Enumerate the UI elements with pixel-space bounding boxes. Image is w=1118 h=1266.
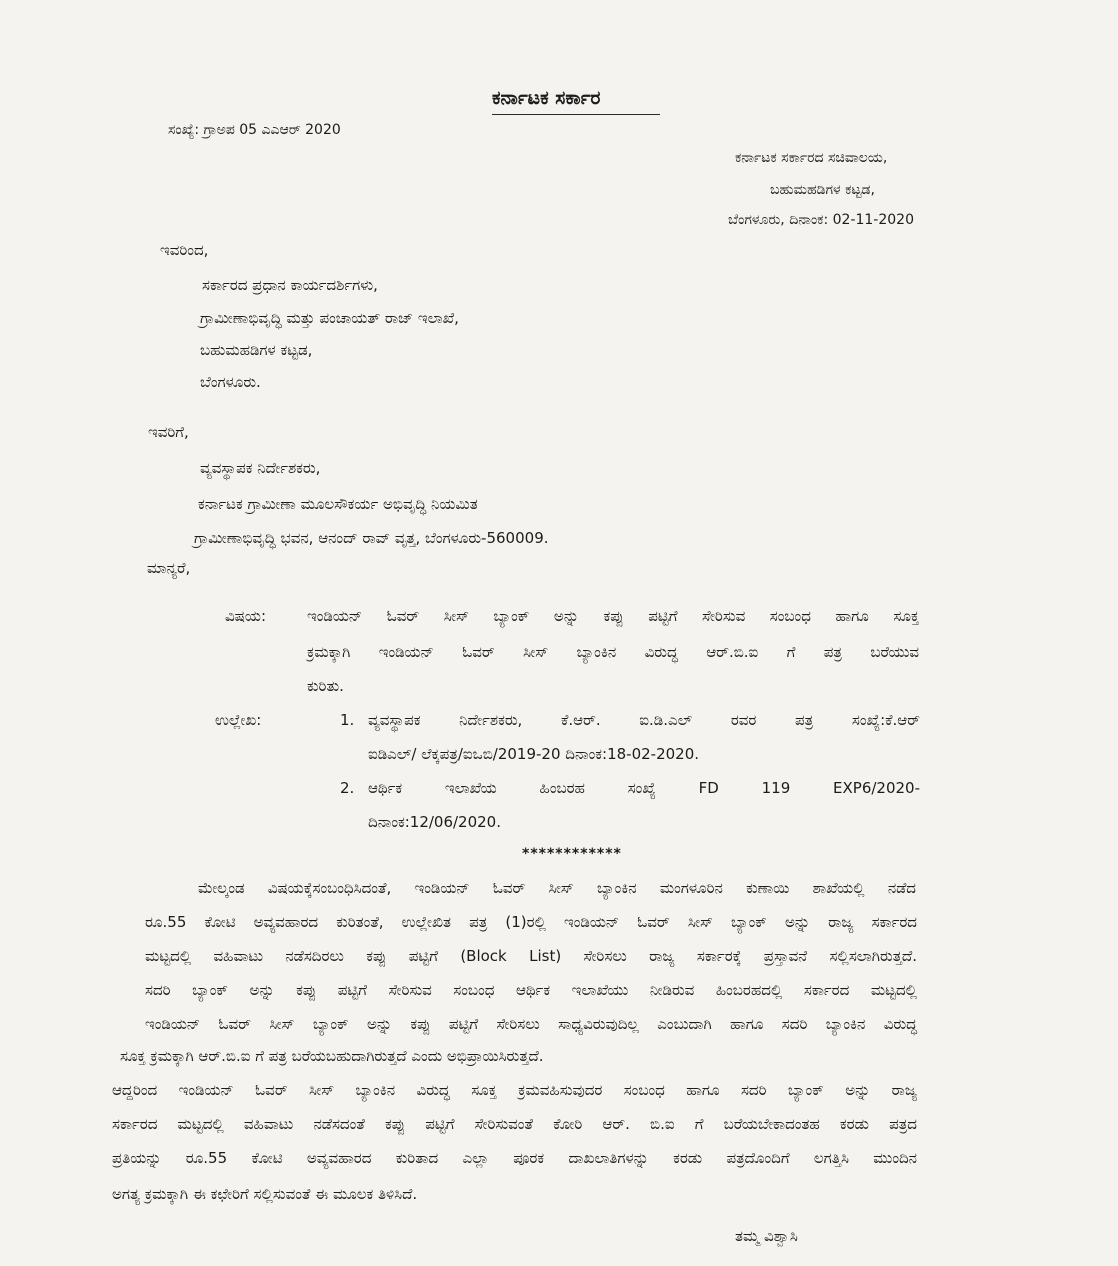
letter-heading: ಕರ್ನಾಟಕ ಸರ್ಕಾರ xyxy=(492,87,601,109)
body-line: ಪ್ರತಿಯನ್ನು ರೂ.55 ಕೋಟಿ ಅವ್ಯವಹಾರದ ಕುರಿತಾದ ಎಲ್ಲಾ ಪೂರಕ ದಾಖಲಾತಿಗಳನ್ನು ಕರಡು ಪತ್ರದೊಂದಿಗೆ ಲಗತ್ತಿಸಿ ಮುಂದಿನ xyxy=(112,1149,917,1167)
body-line: ಅಗತ್ಯ ಕ್ರಮಕ್ಕಾಗಿ ಈ ಕಛೇರಿಗೆ ಸಲ್ಲಿಸುವಂತೆ ಈ ಮೂಲಕ ತಿಳಿಸಿದೆ. xyxy=(112,1185,418,1203)
separator: ************ xyxy=(522,846,622,862)
closing: ತಮ್ಮ ವಿಶ್ವಾಸಿ xyxy=(735,1227,798,1245)
subject-line: ಇಂಡಿಯನ್ ಓವರ್ ಸೀಸ್ ಬ್ಯಾಂಕ್ ಅನ್ನು ಕಪ್ಪು ಪಟ್ಟಿಗೆ ಸೇರಿಸುವ ಸಂಬಂಧ ಹಾಗೂ ಸೂಕ್ತ xyxy=(307,607,919,625)
heading-underline xyxy=(492,114,660,115)
office-line-1: ಕರ್ನಾಟಕ ಸರ್ಕಾರದ ಸಚಿವಾಲಯ, xyxy=(735,150,888,166)
body-line: ಮಟ್ಟದಲ್ಲಿ ವಹಿವಾಟು ನಡೆಸದಿರಲು ಕಪ್ಪು ಪಟ್ಟಿಗೆ (Block List) ಸೇರಿಸಲು ರಾಜ್ಯ ಸರ್ಕಾರಕ್ಕೆ ಪ್ರಸ್ತಾವನೆ ಸಲ್ಲಿಸಲಾಗಿರುತ್ತದೆ. xyxy=(145,947,917,965)
subject-line: ಕ್ರಮಕ್ಕಾಗಿ ಇಂಡಿಯನ್ ಓವರ್ ಸೀಸ್ ಬ್ಯಾಂಕಿನ ವಿರುದ್ಧ ಆರ್.ಬಿ.ಐ ಗೆ ಪತ್ರ ಬರೆಯುವ xyxy=(307,643,919,661)
reference-number: 1. xyxy=(340,711,355,729)
to-line: ಕರ್ನಾಟಕ ಗ್ರಾಮೀಣಾ ಮೂಲಸೌಕರ್ಯ ಅಭಿವೃದ್ಧಿ ನಿಯಮಿತ xyxy=(198,495,478,513)
reference-number: 2. xyxy=(340,779,355,797)
body-line: ಮೇಲ್ಕಂಡ ವಿಷಯಕ್ಕೆಸಂಬಂಧಿಸಿದಂತೆ, ಇಂಡಿಯನ್ ಓವರ್ ಸೀಸ್ ಬ್ಯಾಂಕಿನ ಮಂಗಳೂರಿನ ಕುಣಾಯಿ ಶಾಖೆಯಲ್ಲಿ ನಡೆದ xyxy=(198,879,916,897)
body-line: ಆದ್ದರಿಂದ ಇಂಡಿಯನ್ ಓವರ್ ಸೀಸ್ ಬ್ಯಾಂಕಿನ ವಿರುದ್ಧ ಸೂಕ್ತ ಕ್ರಮವಹಿಸುವುದರ ಸಂಬಂಧ ಹಾಗೂ ಸದರಿ ಬ್ಯಾಂಕ್ ಅನ್ನು ರಾಜ್ಯ xyxy=(112,1081,917,1099)
order-number: ಸಂಖ್ಯೆ: ಗ್ರಾಅಪ 05 ಎಎಆರ್ 2020 xyxy=(168,122,341,138)
from-line: ಬಹುಮಹಡಿಗಳ ಕಟ್ಟಡ, xyxy=(200,341,313,359)
from-line: ಗ್ರಾಮೀಣಾಭಿವೃದ್ಧಿ ಮತ್ತು ಪಂಚಾಯತ್ ರಾಜ್ ಇಲಾಖೆ, xyxy=(200,309,459,327)
reference-line: ಐಡಿಎಲ್/ ಲೆಕ್ಕಪತ್ರ/ಐಒಬಿ/2019-20 ದಿನಾಂಕ:18-02-2020. xyxy=(368,745,700,763)
to-label: ಇವರಿಗೆ, xyxy=(148,423,189,441)
reference-line: ದಿನಾಂಕ:12/06/2020. xyxy=(368,813,501,831)
from-label: ಇವರಿಂದ, xyxy=(160,241,209,259)
to-line: ಗ್ರಾಮೀಣಾಭಿವೃದ್ಧಿ ಭವನ, ಆನಂದ್ ರಾವ್ ವೃತ್ತ, ಬೆಂಗಳೂರು-560009. xyxy=(194,529,549,547)
reference-label: ಉಲ್ಲೇಖ: xyxy=(215,711,262,729)
body-line: ಸದರಿ ಬ್ಯಾಂಕ್ ಅನ್ನು ಕಪ್ಪು ಪಟ್ಟಿಗೆ ಸೇರಿಸುವ ಸಂಬಂಧ ಆರ್ಥಿಕ ಇಲಾಖೆಯು ನೀಡಿರುವ ಹಿಂಬರಹದಲ್ಲಿ ಸರ್ಕಾರದ ಮಟ್ಟದಲ್ಲಿ xyxy=(145,981,917,999)
reference-line: ವ್ಯವಸ್ಥಾಪಕ ನಿರ್ದೇಶಕರು, ಕೆ.ಆರ್. ಐ.ಡಿ.ಎಲ್ ರವರ ಪತ್ರ ಸಂಖ್ಯೆ:ಕೆ.ಆರ್ xyxy=(368,711,920,729)
reference-line: ಆರ್ಥಿಕ ಇಲಾಖೆಯ ಹಿಂಬರಹ ಸಂಖ್ಯೆ FD 119 EXP6/2020- xyxy=(368,779,920,797)
from-line: ಬೆಂಗಳೂರು. xyxy=(200,373,261,391)
to-line: ವ್ಯವಸ್ಥಾಪಕ ನಿರ್ದೇಶಕರು, xyxy=(200,459,321,477)
body-line: ಸರ್ಕಾರದ ಮಟ್ಟದಲ್ಲಿ ವಹಿವಾಟು ನಡೆಸದಂತೆ ಕಪ್ಪು ಪಟ್ಟಿಗೆ ಸೇರಿಸುವಂತೆ ಕೋರಿ ಆರ್. ಬಿ.ಐ ಗೆ ಬರೆಯಬೇಕಾದಂತಹ ಕರಡು ಪತ್ರದ xyxy=(112,1115,917,1133)
body-line: ಇಂಡಿಯನ್ ಓವರ್ ಸೀಸ್ ಬ್ಯಾಂಕ್ ಅನ್ನು ಕಪ್ಪು ಪಟ್ಟಿಗೆ ಸೇರಿಸಲು ಸಾಧ್ಯವಿರುವುದಿಲ್ಲ ಎಂಬುದಾಗಿ ಹಾಗೂ ಸದರಿ ಬ್ಯಾಂಕಿನ ವಿರುದ್ಧ xyxy=(145,1015,917,1033)
salutation: ಮಾನ್ಯರೆ, xyxy=(147,559,191,577)
subject-label: ವಿಷಯ: xyxy=(225,607,266,625)
office-date-line: ಬೆಂಗಳೂರು, ದಿನಾಂಕ: 02-11-2020 xyxy=(728,212,914,228)
from-line: ಸರ್ಕಾರದ ಪ್ರಧಾನ ಕಾರ್ಯದರ್ಶಿಗಳು, xyxy=(202,276,378,294)
body-line: ರೂ.55 ಕೋಟಿ ಅವ್ಯವಹಾರದ ಕುರಿತಂತೆ, ಉಲ್ಲೇಖಿತ ಪತ್ರ (1)ರಲ್ಲಿ ಇಂಡಿಯನ್ ಓವರ್ ಸೀಸ್ ಬ್ಯಾಂಕ್ ಅನ್ನು ರಾಜ್ಯ ಸರ್ಕಾರದ xyxy=(145,913,917,931)
body-line: ಸೂಕ್ತ ಕ್ರಮಕ್ಕಾಗಿ ಆರ್.ಬಿ.ಐ ಗೆ ಪತ್ರ ಬರೆಯಬಹುದಾಗಿರುತ್ತದೆ ಎಂದು ಅಭಿಪ್ರಾಯಿಸಿರುತ್ತದೆ. xyxy=(120,1047,544,1065)
subject-line: ಕುರಿತು. xyxy=(307,677,344,695)
office-line-2: ಬಹುಮಹಡಿಗಳ ಕಟ್ಟಡ, xyxy=(770,182,875,198)
